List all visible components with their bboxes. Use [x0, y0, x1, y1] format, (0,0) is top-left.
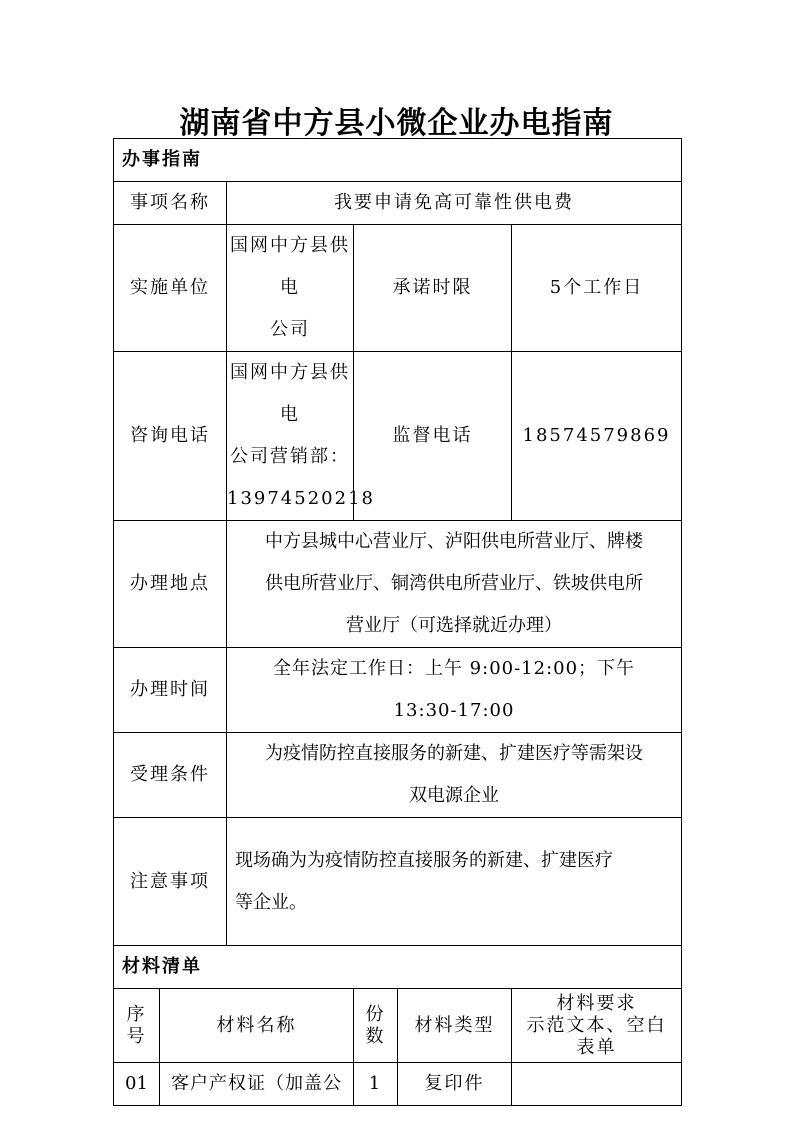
- condition-line1: 为疫情防控直接服务的新建、扩建医疗等需架设: [265, 743, 644, 764]
- time-line2: 13:30-17:00: [393, 700, 515, 721]
- item-name-row: [114, 182, 682, 225]
- material-requirement: [512, 1063, 682, 1106]
- material-name: 客户产权证（加盖公: [160, 1063, 354, 1106]
- condition-line2: 双电源企业: [409, 785, 500, 806]
- consult-value: [227, 352, 375, 521]
- notice-row: [114, 818, 682, 946]
- location-row: [114, 521, 682, 648]
- location-line1: 中方县城中心营业厅、泸阳供电所营业厅、牌楼: [265, 531, 644, 552]
- table-row: [114, 1063, 682, 1106]
- material-name-header: 材料名称: [160, 989, 354, 1063]
- time-line1: 全年法定工作日：上午 9:00-12:00；下午: [272, 658, 636, 679]
- guide-table: [113, 138, 682, 1106]
- requirement-header: [512, 989, 682, 1063]
- seq-header: [114, 989, 160, 1063]
- location-value: [227, 521, 682, 648]
- notice-line2: 等企业。: [235, 891, 307, 913]
- material-count: 1: [354, 1063, 398, 1106]
- item-name-value: 我要申请免高可靠性供电费: [227, 182, 682, 225]
- consult-phone: 13974520218: [227, 488, 375, 509]
- unit-row: [114, 225, 682, 352]
- seq-header-line1: 序: [126, 1003, 147, 1025]
- count-header: [354, 989, 398, 1063]
- consult-value-line1: 国网中方县供电: [230, 362, 350, 425]
- section-materials-row: [114, 946, 682, 989]
- location-label: 办理地点: [114, 521, 227, 648]
- condition-label: 受理条件: [114, 733, 227, 818]
- time-row: [114, 648, 682, 733]
- condition-row: [114, 733, 682, 818]
- supervise-label: 监督电话: [354, 352, 512, 521]
- location-line3: 营业厅（可选择就近办理）: [346, 615, 563, 636]
- material-type-header: 材料类型: [398, 989, 512, 1063]
- promise-value: 5个工作日: [512, 225, 682, 352]
- section-materials-heading: 材料清单: [114, 946, 682, 989]
- notice-value: [227, 818, 682, 946]
- condition-value: [227, 733, 682, 818]
- promise-label: 承诺时限: [354, 225, 512, 352]
- time-label: 办理时间: [114, 648, 227, 733]
- time-value: [227, 648, 682, 733]
- notice-label: 注意事项: [114, 818, 227, 946]
- seq-header-line2: 号: [126, 1025, 147, 1047]
- consult-value-line2: 公司营销部：: [230, 446, 350, 467]
- supervise-phone: 18574579869: [512, 352, 682, 521]
- unit-value-line2: 公司: [270, 319, 310, 340]
- section-guide-heading: 办事指南: [114, 139, 682, 182]
- count-header-line2: 数: [365, 1025, 386, 1047]
- location-line2: 供电所营业厅、铜湾供电所营业厅、铁坡供电所: [265, 573, 644, 594]
- unit-label: 实施单位: [114, 225, 227, 352]
- item-name-label: 事项名称: [114, 182, 227, 225]
- section-guide-row: [114, 139, 682, 182]
- requirement-header-line2: 示范文本、空白: [526, 1014, 667, 1036]
- notice-line1: 现场确为为疫情防控直接服务的新建、扩建医疗: [235, 849, 613, 871]
- material-type: 复印件: [398, 1063, 512, 1106]
- requirement-header-line3: 表单: [576, 1036, 617, 1058]
- count-header-line1: 份: [365, 1003, 386, 1025]
- unit-value: [227, 225, 354, 352]
- unit-value-line1: 国网中方县供电: [230, 235, 350, 298]
- requirement-header-line1: 材料要求: [556, 992, 637, 1014]
- materials-header-row: [114, 989, 682, 1063]
- page-title: 湖南省中方县小微企业办电指南: [179, 106, 614, 141]
- consult-row: [114, 352, 682, 521]
- material-seq: 01: [114, 1063, 160, 1106]
- consult-label: 咨询电话: [114, 352, 227, 521]
